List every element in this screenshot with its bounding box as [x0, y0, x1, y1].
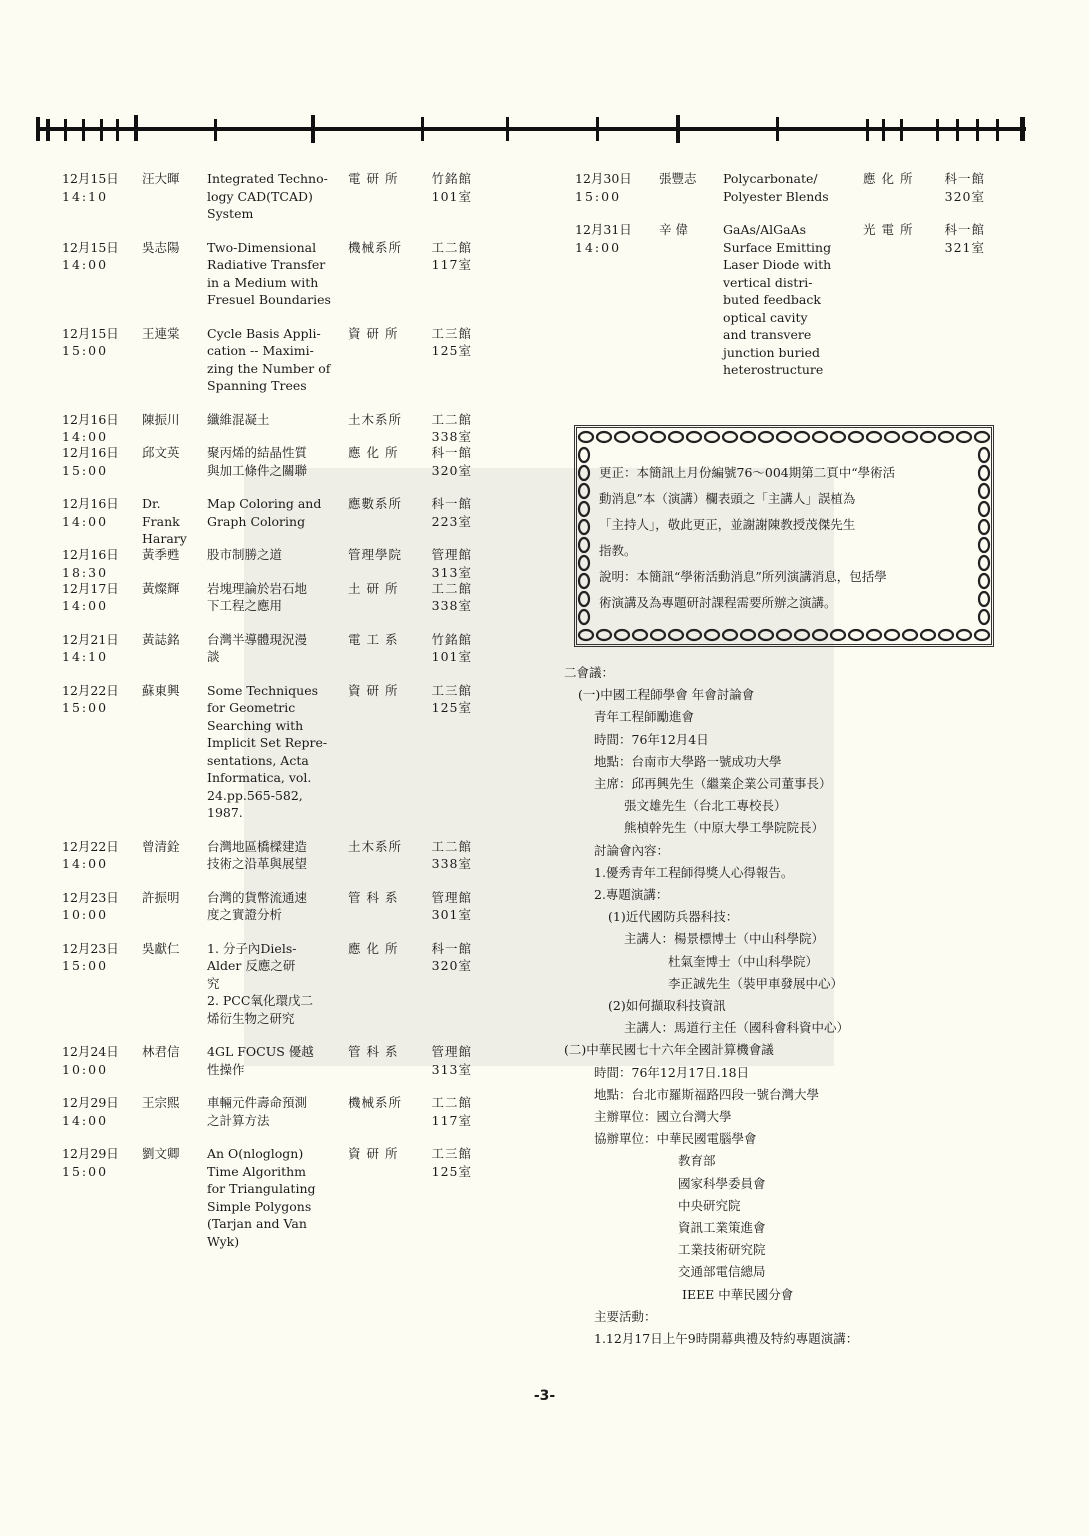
- chain-link: [979, 556, 989, 570]
- conference-line: 青年工程師勵進會: [594, 709, 695, 725]
- lecture-datetime: [62, 580, 134, 615]
- lecture-entry: [62, 495, 482, 546]
- lecture-datetime: [62, 1094, 134, 1129]
- lecture-datetime: [62, 682, 134, 717]
- chain-link: [687, 432, 701, 442]
- conference-section: [564, 662, 984, 1350]
- lecture-date: 12月16日: [62, 411, 119, 427]
- lecture-time: 15:00: [62, 958, 109, 973]
- lecture-speaker: 黃季甦: [142, 547, 180, 562]
- lecture-datetime: [62, 325, 134, 360]
- explanation-notice: 說明：本簡訊“學術活動消息”所列演講消息，包括學 術演講及為專題研討課程需要所辦之演講。: [599, 569, 887, 610]
- chain-link: [759, 432, 773, 442]
- chain-link: [579, 574, 589, 588]
- chain-link: [979, 520, 989, 534]
- conference-line: (二)中華民國七十六年全國計算機會議: [564, 1042, 774, 1058]
- chain-link: [651, 630, 665, 640]
- lecture-department: 電 工 系: [348, 631, 399, 647]
- chain-link: [615, 630, 629, 640]
- lecture-venue: 科一館 320室: [944, 171, 985, 204]
- conference-line: 地點：台北市羅斯福路四段一號台灣大學: [594, 1086, 820, 1102]
- chain-link: [885, 630, 899, 640]
- conference-line: 熊楨幹先生（中原大學工學院院長）: [624, 820, 825, 836]
- conference-line: 主講人：馬道行主任（國科會科資中心）: [624, 1020, 850, 1036]
- lecture-date: 12月16日: [62, 496, 119, 511]
- chain-link: [741, 630, 755, 640]
- lecture-entry: [575, 170, 995, 205]
- lecture-topic: Cycle Basis Appli- cation -- Maximi- zing the Number of Spanning Trees: [207, 325, 331, 393]
- chain-link: [579, 630, 593, 640]
- conference-line: 杜氣奎博士（中山科學院）: [668, 953, 819, 969]
- chain-link: [979, 574, 989, 588]
- lecture-datetime: [575, 221, 647, 256]
- chain-link: [795, 432, 809, 442]
- chain-link: [979, 466, 989, 480]
- chain-link: [921, 630, 935, 640]
- conference-line: 2.專題演講：: [594, 887, 669, 903]
- conference-line: (1)近代國防兵器科技：: [608, 909, 739, 925]
- lecture-department: 管 科 系: [348, 889, 399, 905]
- conference-line: 主要活動：: [594, 1308, 657, 1324]
- lecture-topic: Two-Dimensional Radiative Transfer in a Medium with Fresuel Boundaries: [207, 239, 331, 307]
- lecture-entry: [62, 170, 482, 223]
- chain-link: [579, 448, 589, 462]
- chain-link: [705, 432, 719, 442]
- lecture-topic: 4GL FOCUS 優越 性操作: [207, 1044, 314, 1077]
- lecture-entry: [62, 580, 482, 615]
- lecture-date: 12月31日: [575, 222, 632, 237]
- lecture-department: 應數系所: [348, 496, 403, 511]
- lecture-date: 12月16日: [62, 547, 119, 562]
- chain-border-bottom: [577, 626, 991, 644]
- lecture-speaker: 辛 偉: [659, 222, 688, 237]
- lecture-department: 電 研 所: [348, 171, 399, 186]
- correction-notice: 更正：本簡訊上月份編號76～004期第二頁中“學術活 動消息”本（演講）欄表頭之「主講人」誤植為 「主持人」，敬此更正，並謝謝陳教授茂傑先生 指教。: [599, 465, 896, 558]
- lecture-department: 應 化 所: [348, 445, 399, 460]
- lecture-entry: [62, 239, 482, 309]
- lecture-topic: Integrated Techno- logy CAD(TCAD) System: [207, 171, 328, 221]
- lecture-date: 12月29日: [62, 1095, 119, 1110]
- chain-link: [633, 630, 647, 640]
- chain-link: [579, 538, 589, 552]
- chain-link: [979, 538, 989, 552]
- lecture-speaker: Dr. Frank Harary: [142, 496, 187, 546]
- conference-line: 教育部: [678, 1153, 716, 1169]
- lecture-date: 12月24日: [62, 1044, 119, 1059]
- lecture-topic: An O(nloglogn) Time Algorithm for Triangulating Simple Polygons (Tarjan and Van Wyk): [207, 1146, 316, 1249]
- lecture-date: 12月30日: [575, 171, 632, 186]
- lecture-date: 12月23日: [62, 940, 119, 956]
- chain-link: [957, 630, 971, 640]
- lecture-datetime: [575, 170, 647, 205]
- chain-link: [979, 592, 989, 606]
- conference-line: 1.12月17日上午9時開幕典禮及特約專題演講：: [594, 1331, 859, 1347]
- lecture-datetime: [62, 1145, 134, 1180]
- chain-link: [651, 432, 665, 442]
- conference-line: 中央研究院: [678, 1197, 741, 1213]
- lecture-speaker: 吳獻仁: [142, 940, 180, 956]
- lecture-date: 12月15日: [62, 325, 119, 341]
- lecture-speaker: 林君信: [142, 1044, 180, 1059]
- lecture-datetime: [62, 411, 134, 446]
- chain-link: [867, 432, 881, 442]
- lecture-venue: 竹銘館 101室: [431, 631, 472, 664]
- lecture-speaker: 張豐志: [659, 171, 697, 186]
- lecture-time: 14:00: [575, 239, 622, 255]
- lecture-datetime: [62, 170, 134, 205]
- chain-link: [687, 630, 701, 640]
- chain-border-left: [577, 446, 591, 626]
- lecture-entry: [575, 221, 995, 379]
- lecture-department: 土 研 所: [348, 580, 399, 596]
- lecture-entry: [62, 1043, 482, 1078]
- lecture-time: 14:00: [62, 257, 109, 272]
- conference-line: 國家科學委員會: [678, 1175, 766, 1191]
- lecture-date: 12月16日: [62, 445, 119, 460]
- chain-link: [615, 432, 629, 442]
- lecture-topic: 台灣的貨幣流通速 度之實證分析: [207, 889, 308, 922]
- right-lecture-list: [575, 170, 995, 395]
- chain-link: [777, 630, 791, 640]
- lecture-time: 15:00: [62, 700, 109, 715]
- conference-line: 主席：邱再興先生（繼業企業公司董事長）: [594, 776, 832, 792]
- lecture-venue: 科一館 320室: [431, 445, 472, 478]
- chain-link: [979, 484, 989, 498]
- conference-line: 時間：76年12月17日.18日: [594, 1064, 750, 1080]
- lecture-time: 10:00: [62, 1061, 109, 1077]
- chain-link: [759, 630, 773, 640]
- chain-link: [921, 432, 935, 442]
- lecture-topic: 台灣地區橋樑建造 技術之沿革與展望: [207, 838, 308, 871]
- lecture-datetime: [62, 495, 134, 530]
- conference-line: 1.優秀青年工程師得獎人心得報告。: [594, 864, 794, 880]
- conference-line: (2)如何擷取科技資訊: [608, 998, 726, 1014]
- chain-link: [849, 432, 863, 442]
- conference-line: 地點：台南市大學路一號成功大學: [594, 753, 782, 769]
- chain-border-top: [577, 428, 991, 446]
- notice-box: [574, 425, 994, 647]
- conference-line: 張文雄先生（台北工專校長）: [624, 798, 787, 814]
- lecture-entry: [62, 682, 482, 822]
- chain-link: [723, 630, 737, 640]
- lecture-date: 12月22日: [62, 682, 119, 698]
- lecture-venue: 工三館 125室: [431, 682, 472, 715]
- header-rule-ornament: [36, 115, 1026, 143]
- lecture-speaker: 陳振川: [142, 411, 180, 427]
- conference-line: 協辦單位：中華民國電腦學會: [594, 1131, 757, 1147]
- lecture-venue: 科一館 223室: [431, 496, 472, 529]
- chain-link: [867, 630, 881, 640]
- chain-link: [975, 432, 989, 442]
- lecture-time: 14:00: [62, 1112, 109, 1128]
- chain-link: [579, 502, 589, 516]
- lecture-venue: 科一館 320室: [431, 940, 472, 973]
- lecture-venue: 工二館 338室: [431, 580, 472, 613]
- lecture-topic: Map Coloring and Graph Coloring: [207, 496, 322, 529]
- lecture-speaker: 邱文英: [142, 445, 180, 460]
- chain-link: [579, 466, 589, 480]
- lecture-venue: 管理館 313室: [431, 1044, 472, 1077]
- lecture-department: 光 電 所: [863, 222, 914, 237]
- chain-link: [979, 448, 989, 462]
- lecture-topic: 聚丙烯的結晶性質 與加工條件之關聯: [207, 445, 308, 478]
- lecture-venue: 工二館 338室: [431, 411, 472, 444]
- lecture-venue: 工二館 117室: [431, 1095, 472, 1128]
- chain-link: [885, 432, 899, 442]
- lecture-time: 14:10: [62, 188, 109, 204]
- lecture-entry: [62, 838, 482, 873]
- conference-line: 李正誠先生（裝甲車發展中心）: [668, 975, 844, 991]
- conference-line: 時間：76年12月4日: [594, 731, 709, 747]
- lecture-time: 15:00: [575, 188, 622, 204]
- chain-link: [813, 630, 827, 640]
- chain-link: [579, 610, 589, 624]
- chain-link: [979, 610, 989, 624]
- conference-heading: 二會議：: [564, 665, 615, 680]
- chain-link: [579, 484, 589, 498]
- chain-link: [939, 432, 953, 442]
- lecture-datetime: [62, 239, 134, 274]
- lecture-department: 管 科 系: [348, 1044, 399, 1059]
- chain-link: [669, 630, 683, 640]
- lecture-time: 14:00: [62, 598, 109, 613]
- lecture-department: 機械系所: [348, 239, 403, 255]
- chain-link: [849, 630, 863, 640]
- lecture-datetime: [62, 838, 134, 873]
- conference-line: IEEE 中華民國分會: [682, 1286, 794, 1302]
- lecture-datetime: [62, 631, 134, 666]
- conference-line: 交通部電信總局: [678, 1264, 766, 1280]
- chain-link: [579, 520, 589, 534]
- lecture-topic: 車輛元件壽命預測 之計算方法: [207, 1095, 308, 1128]
- lecture-date: 12月29日: [62, 1146, 119, 1161]
- lecture-entry: [62, 631, 482, 666]
- conference-line: 討論會內容：: [594, 842, 670, 858]
- chain-link: [795, 630, 809, 640]
- lecture-datetime: [62, 889, 134, 924]
- lecture-department: 土木系所: [348, 411, 403, 427]
- lecture-topic: Some Techniques for Geometric Searching with Implicit Set Repre- sentations, Acta Informatica, vol. 24.pp.565-582, 1987.: [207, 682, 328, 820]
- lecture-speaker: 吳志陽: [142, 239, 180, 255]
- lecture-date: 12月15日: [62, 239, 119, 255]
- lecture-topic: GaAs/AlGaAs Surface Emitting Laser Diode with vertical distri- buted feedback optical cavity and transvere junction buried heterostructure: [723, 222, 832, 377]
- lecture-entry: [62, 1094, 482, 1129]
- lecture-date: 12月15日: [62, 171, 119, 186]
- conference-line: 資訊工業策進會: [678, 1220, 766, 1236]
- conference-line: 主辦單位：國立台灣大學: [594, 1109, 732, 1125]
- lecture-department: 應 化 所: [348, 940, 399, 956]
- lecture-venue: 工二館 117室: [431, 239, 472, 272]
- chain-link: [957, 432, 971, 442]
- lecture-topic: 1. 分子內Diels- Alder 反應之研 究 2. PCC氧化環戊二 烯衍生物之研究: [207, 940, 313, 1026]
- chain-link: [903, 432, 917, 442]
- lecture-datetime: [62, 1043, 134, 1078]
- lecture-speaker: 蘇東興: [142, 682, 180, 698]
- lecture-entry: [62, 546, 482, 580]
- lecture-date: 12月22日: [62, 838, 119, 854]
- lecture-entry: [62, 940, 482, 1028]
- lecture-time: 15:00: [62, 462, 109, 478]
- lecture-venue: 管理館 313室: [431, 547, 472, 580]
- lecture-department: 管理學院: [348, 547, 403, 562]
- lecture-date: 12月21日: [62, 631, 119, 647]
- lecture-department: 資 研 所: [348, 682, 399, 698]
- lecture-date: 12月23日: [62, 889, 119, 905]
- conference-line: 工業技術研究院: [678, 1242, 766, 1258]
- lecture-speaker: 劉文卿: [142, 1146, 180, 1161]
- lecture-date: 12月17日: [62, 580, 119, 596]
- lecture-time: 15:00: [62, 343, 109, 358]
- lecture-topic: 股市制勝之道: [207, 547, 283, 562]
- lecture-venue: 工三館 125室: [431, 1146, 472, 1179]
- lecture-time: 18:30: [62, 564, 109, 580]
- lecture-entry: [62, 411, 482, 444]
- lecture-venue: 工二館 338室: [431, 838, 472, 871]
- lecture-time: 14:10: [62, 649, 109, 664]
- lecture-topic: 纖維混凝土: [207, 411, 270, 427]
- lecture-department: 資 研 所: [348, 1146, 399, 1161]
- lecture-time: 14:00: [62, 856, 109, 871]
- chain-link: [723, 432, 737, 442]
- chain-link: [975, 630, 989, 640]
- lecture-time: 15:00: [62, 1163, 109, 1179]
- lecture-speaker: 王宗熙: [142, 1095, 180, 1110]
- lecture-speaker: 黃燦輝: [142, 580, 180, 596]
- lecture-time: 10:00: [62, 907, 109, 922]
- lecture-venue: 管理館 301室: [431, 889, 472, 922]
- lecture-speaker: 汪大暉: [142, 171, 180, 186]
- chain-link: [831, 432, 845, 442]
- lecture-topic: 台灣半導體現況漫 談: [207, 631, 308, 664]
- lecture-datetime: [62, 546, 134, 581]
- lecture-speaker: 黃誌銘: [142, 631, 180, 647]
- lecture-topic: Polycarbonate/ Polyester Blends: [723, 171, 829, 204]
- chain-link: [633, 432, 647, 442]
- lecture-venue: 竹銘館 101室: [431, 171, 472, 204]
- lecture-department: 應 化 所: [863, 171, 914, 186]
- lecture-venue: 工三館 125室: [431, 325, 472, 358]
- chain-link: [741, 432, 755, 442]
- chain-link: [903, 630, 917, 640]
- lecture-department: 機械系所: [348, 1095, 403, 1110]
- chain-link: [831, 630, 845, 640]
- lecture-venue: 科一館 321室: [944, 222, 985, 255]
- lecture-speaker: 曾清銓: [142, 838, 180, 854]
- chain-link: [979, 502, 989, 516]
- left-lecture-list: [62, 170, 482, 1266]
- lecture-time: 14:00: [62, 429, 109, 444]
- conference-line: (一)中國工程師學會 年會討論會: [578, 687, 755, 703]
- chain-link: [813, 432, 827, 442]
- chain-link: [579, 592, 589, 606]
- lecture-speaker: 王連棠: [142, 325, 180, 341]
- lecture-entry: [62, 889, 482, 924]
- page-number: -3-: [533, 1388, 556, 1404]
- lecture-department: 資 研 所: [348, 325, 399, 341]
- chain-link: [777, 432, 791, 442]
- lecture-entry: [62, 1145, 482, 1250]
- lecture-datetime: [62, 940, 134, 975]
- chain-border-right: [977, 446, 991, 626]
- chain-link: [597, 432, 611, 442]
- chain-link: [705, 630, 719, 640]
- chain-link: [939, 630, 953, 640]
- lecture-time: 14:00: [62, 513, 109, 529]
- chain-link: [579, 432, 593, 442]
- conference-line: 主講人：楊景標博士（中山科學院）: [624, 931, 825, 947]
- lecture-department: 土木系所: [348, 838, 403, 854]
- chain-link: [579, 556, 589, 570]
- lecture-topic: 岩塊理論於岩石地 下工程之應用: [207, 580, 308, 613]
- chain-link: [597, 630, 611, 640]
- lecture-entry: [62, 444, 482, 479]
- lecture-datetime: [62, 444, 134, 479]
- lecture-entry: [62, 325, 482, 395]
- lecture-speaker: 許振明: [142, 889, 180, 905]
- chain-link: [669, 432, 683, 442]
